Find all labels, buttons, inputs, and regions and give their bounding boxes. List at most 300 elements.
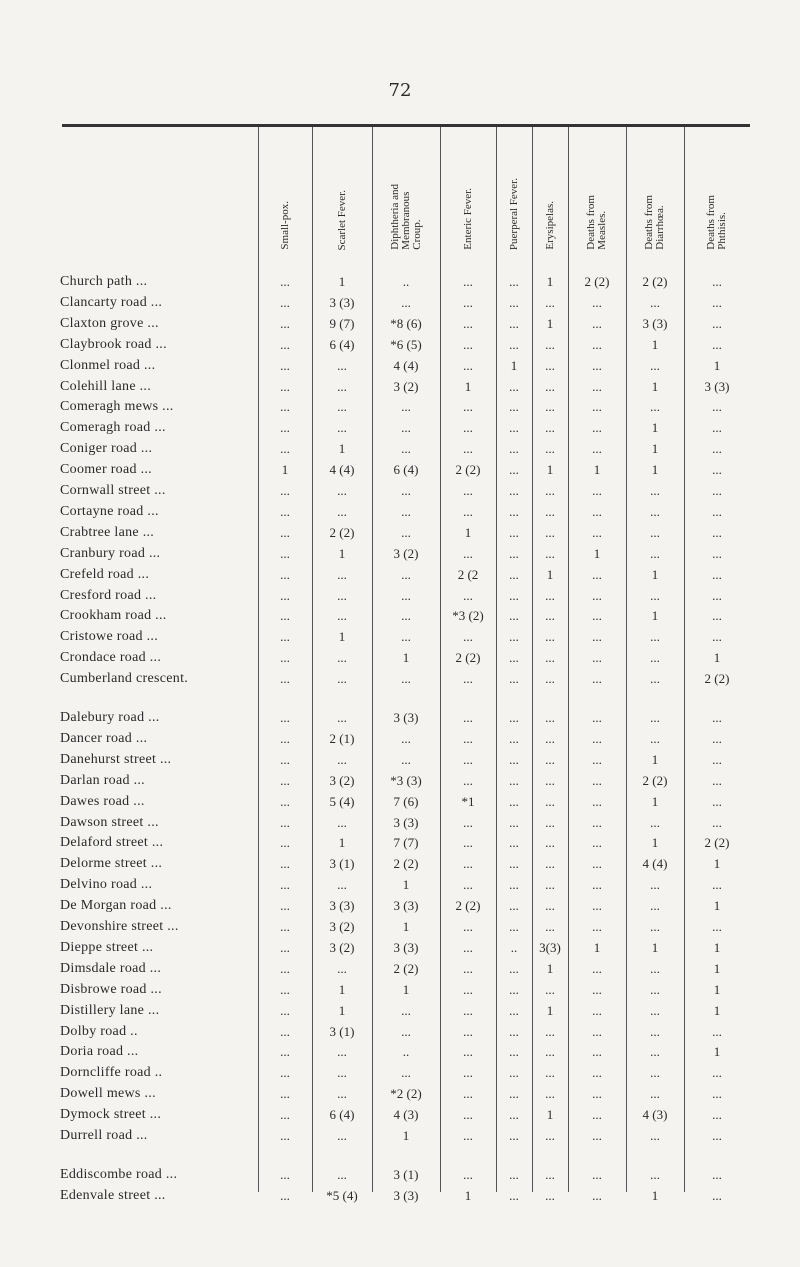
table-cell: ... bbox=[650, 1128, 660, 1143]
table-cell: ... bbox=[280, 1002, 290, 1018]
table-cell: ... bbox=[509, 960, 519, 976]
table-cell: 1 bbox=[713, 650, 721, 666]
table-cell: ... bbox=[712, 1023, 722, 1039]
table-cell: ... bbox=[509, 378, 519, 394]
table-cell: 4 (4) bbox=[642, 856, 668, 872]
table-row bbox=[0, 1126, 800, 1146]
table-row bbox=[0, 750, 800, 770]
table-cell: ... bbox=[509, 772, 519, 788]
table-cell: ... bbox=[545, 1065, 555, 1081]
table-cell: ... bbox=[712, 524, 722, 540]
table-cell: ... bbox=[650, 814, 660, 830]
table-cell: 3 (3) bbox=[393, 814, 419, 830]
table-cell: ... bbox=[337, 357, 347, 373]
street-name: Claybrook road ... bbox=[60, 336, 167, 352]
table-cell: 1 bbox=[546, 566, 554, 582]
table-cell: .. bbox=[402, 274, 410, 289]
table-cell: ... bbox=[712, 294, 722, 310]
table-cell: 1 bbox=[713, 1044, 721, 1060]
table-cell: ... bbox=[401, 441, 411, 457]
table-cell: 1 bbox=[402, 919, 410, 934]
table-row bbox=[0, 854, 800, 874]
table-cell: 1 bbox=[546, 274, 554, 289]
table-row bbox=[0, 896, 800, 916]
street-name: Cristowe road ... bbox=[60, 629, 159, 645]
table-row bbox=[0, 708, 800, 728]
table-row bbox=[0, 356, 800, 376]
table-cell: ... bbox=[280, 566, 290, 582]
table-cell: ... bbox=[592, 566, 602, 582]
table-cell: ... bbox=[650, 671, 660, 687]
table-cell: ... bbox=[650, 730, 660, 746]
street-name: Dowell mews ... bbox=[60, 1086, 156, 1102]
table-cell: ... bbox=[712, 1086, 722, 1102]
street-name: Clonmel road ... bbox=[60, 357, 156, 373]
table-cell: ... bbox=[712, 1166, 722, 1182]
table-cell: 2 (2) bbox=[584, 274, 610, 289]
table-row bbox=[0, 1001, 800, 1021]
column-header bbox=[312, 130, 372, 250]
table-cell: ... bbox=[337, 399, 347, 415]
table-cell: ... bbox=[545, 441, 555, 457]
table-cell: ... bbox=[280, 650, 290, 666]
column-header bbox=[440, 130, 496, 250]
street-name: Cumberland crescent. bbox=[60, 671, 189, 687]
table-cell: 1 bbox=[402, 981, 410, 997]
column-header bbox=[684, 130, 750, 250]
table-cell: ... bbox=[401, 524, 411, 540]
table-cell: ... bbox=[650, 898, 660, 914]
table-cell: ... bbox=[650, 1044, 660, 1060]
street-name: Devonshire street ... bbox=[60, 919, 179, 934]
table-cell: 5 (4) bbox=[329, 793, 355, 809]
table-cell: ... bbox=[592, 960, 602, 976]
table-row bbox=[0, 813, 800, 833]
table-cell: ... bbox=[509, 399, 519, 415]
table-cell: ... bbox=[509, 294, 519, 310]
table-cell: ... bbox=[712, 315, 722, 331]
table-cell: ... bbox=[592, 835, 602, 851]
table-cell: 4 (4) bbox=[329, 462, 355, 478]
table-cell: ... bbox=[337, 1166, 347, 1182]
street-name: De Morgan road ... bbox=[60, 898, 172, 914]
table-cell: ... bbox=[463, 671, 473, 687]
street-name: Dawes road ... bbox=[60, 793, 145, 809]
table-cell: 1 bbox=[464, 378, 472, 394]
table-cell: 2 (2) bbox=[393, 960, 419, 976]
table-cell: ... bbox=[509, 919, 519, 934]
table-cell: ... bbox=[280, 960, 290, 976]
table-cell: ... bbox=[712, 545, 722, 561]
table-cell: ... bbox=[280, 483, 290, 498]
table-cell: ... bbox=[509, 524, 519, 540]
column-header-label: Small-pox. bbox=[278, 201, 291, 250]
table-cell: ... bbox=[650, 981, 660, 997]
table-cell: 1 bbox=[338, 441, 346, 457]
table-cell: ... bbox=[592, 294, 602, 310]
table-cell: ... bbox=[401, 587, 411, 603]
table-cell: ... bbox=[712, 919, 722, 934]
table-cell: ... bbox=[463, 587, 473, 603]
table-cell: ... bbox=[545, 835, 555, 851]
table-cell: 3 (2) bbox=[329, 919, 355, 934]
table-cell: ... bbox=[712, 483, 722, 498]
table-row bbox=[0, 586, 800, 606]
table-row bbox=[0, 917, 800, 937]
table-cell: ... bbox=[280, 981, 290, 997]
table-cell: ... bbox=[592, 1023, 602, 1039]
table-row bbox=[0, 377, 800, 397]
table-cell: ... bbox=[463, 710, 473, 725]
table-cell: ... bbox=[280, 420, 290, 436]
table-cell: 1 bbox=[651, 420, 659, 436]
table-cell: 4 (4) bbox=[393, 357, 419, 373]
column-header bbox=[626, 130, 684, 250]
table-cell: ... bbox=[712, 587, 722, 603]
table-cell: ... bbox=[337, 503, 347, 519]
table-cell: ... bbox=[463, 1044, 473, 1060]
table-cell: ... bbox=[712, 793, 722, 809]
table-cell: ... bbox=[509, 420, 519, 436]
table-cell: ... bbox=[712, 399, 722, 415]
table-cell: ... bbox=[337, 877, 347, 893]
table-cell: 1 bbox=[713, 898, 721, 914]
table-cell: 1 bbox=[338, 629, 346, 645]
table-cell: ... bbox=[280, 1023, 290, 1039]
table-cell: ... bbox=[280, 1065, 290, 1081]
table-cell: ... bbox=[401, 730, 411, 746]
table-row bbox=[0, 1042, 800, 1062]
table-cell: ... bbox=[280, 856, 290, 872]
table-cell: ... bbox=[592, 751, 602, 767]
table-cell: ... bbox=[337, 1086, 347, 1102]
table-row bbox=[0, 959, 800, 979]
table-cell: ... bbox=[509, 1107, 519, 1123]
table-cell: 1 bbox=[338, 835, 346, 851]
table-cell: ... bbox=[592, 772, 602, 788]
table-cell: ... bbox=[650, 1023, 660, 1039]
street-name: Dimsdale road ... bbox=[60, 960, 162, 976]
table-cell: *3 (2) bbox=[452, 608, 484, 624]
table-cell: ... bbox=[650, 587, 660, 603]
table-cell: ... bbox=[592, 1086, 602, 1102]
table-cell: ... bbox=[463, 981, 473, 997]
table-row bbox=[0, 606, 800, 626]
top-rule bbox=[62, 124, 750, 127]
table-cell: ... bbox=[650, 919, 660, 934]
table-cell: ... bbox=[280, 336, 290, 352]
table-cell: 2 (2 bbox=[457, 566, 479, 582]
table-cell: ... bbox=[545, 877, 555, 893]
table-cell: *3 (3) bbox=[390, 772, 422, 788]
table-cell: ... bbox=[337, 1044, 347, 1060]
table-cell: ... bbox=[545, 545, 555, 561]
table-cell: ... bbox=[463, 399, 473, 415]
table-cell: ... bbox=[545, 629, 555, 645]
street-name: Clancarty road ... bbox=[60, 294, 163, 310]
table-cell: ... bbox=[463, 1128, 473, 1143]
street-name: Delaford street ... bbox=[60, 835, 164, 851]
table-cell: 3 (2) bbox=[393, 545, 419, 561]
table-cell: ... bbox=[280, 1128, 290, 1143]
column-header-label: Enteric Fever. bbox=[461, 188, 474, 250]
table-cell: ... bbox=[545, 524, 555, 540]
table-cell: ... bbox=[401, 629, 411, 645]
table-cell: ... bbox=[280, 378, 290, 394]
table-cell: ... bbox=[592, 503, 602, 519]
table-cell: 1 bbox=[651, 793, 659, 809]
table-cell: ... bbox=[592, 483, 602, 498]
table-cell: ... bbox=[545, 587, 555, 603]
table-cell: 3 (3) bbox=[329, 898, 355, 914]
table-cell: ... bbox=[337, 1128, 347, 1143]
table-cell: 1 bbox=[651, 835, 659, 851]
street-name: Edenvale street ... bbox=[60, 1187, 166, 1203]
column-header-label: Scarlet Fever. bbox=[335, 189, 348, 250]
table-cell: ... bbox=[650, 483, 660, 498]
table-cell: ... bbox=[545, 1044, 555, 1060]
table-cell: 3 (1) bbox=[393, 1166, 419, 1182]
table-cell: 2 (1) bbox=[329, 730, 355, 746]
table-cell: 1 bbox=[593, 545, 601, 561]
table-cell: ... bbox=[280, 399, 290, 415]
table-cell: ... bbox=[592, 793, 602, 809]
table-cell: ... bbox=[712, 503, 722, 519]
street-name: Church path ... bbox=[60, 274, 148, 289]
street-name: Coniger road ... bbox=[60, 441, 153, 457]
table-cell: ... bbox=[712, 1107, 722, 1123]
table-cell: 1 bbox=[593, 939, 601, 955]
street-name: Doria road ... bbox=[60, 1044, 139, 1060]
table-cell: ... bbox=[592, 1044, 602, 1060]
table-cell: ... bbox=[592, 1187, 602, 1203]
street-name: Crookham road ... bbox=[60, 608, 167, 624]
table-cell: ... bbox=[280, 898, 290, 914]
table-cell: ... bbox=[545, 730, 555, 746]
table-cell: ... bbox=[509, 1086, 519, 1102]
street-name: Dancer road ... bbox=[60, 730, 148, 746]
table-cell: ... bbox=[280, 629, 290, 645]
table-cell: ... bbox=[463, 420, 473, 436]
table-cell: 1 bbox=[338, 545, 346, 561]
table-cell: ... bbox=[545, 1086, 555, 1102]
street-name: Dieppe street ... bbox=[60, 939, 154, 955]
table-cell: ... bbox=[545, 357, 555, 373]
table-cell: ... bbox=[509, 710, 519, 725]
table-cell: ... bbox=[592, 315, 602, 331]
table-cell: ... bbox=[545, 336, 555, 352]
table-cell: ... bbox=[545, 1023, 555, 1039]
table-cell: 1 bbox=[338, 274, 346, 289]
table-cell: ... bbox=[401, 420, 411, 436]
table-cell: ... bbox=[509, 608, 519, 624]
table-cell: ... bbox=[545, 751, 555, 767]
table-cell: ... bbox=[463, 730, 473, 746]
table-cell: ... bbox=[509, 671, 519, 687]
table-cell: ... bbox=[592, 730, 602, 746]
table-cell: ... bbox=[592, 856, 602, 872]
table-cell: ... bbox=[280, 587, 290, 603]
table-cell: ... bbox=[650, 294, 660, 310]
column-header-label: Puerperal Fever. bbox=[507, 177, 520, 250]
table-cell: ... bbox=[280, 1086, 290, 1102]
table-cell: 7 (6) bbox=[393, 793, 419, 809]
street-name: Distillery lane ... bbox=[60, 1002, 160, 1018]
table-cell: ... bbox=[545, 856, 555, 872]
table-cell: ... bbox=[463, 357, 473, 373]
table-cell: 1 bbox=[281, 462, 289, 478]
table-cell: 4 (3) bbox=[393, 1107, 419, 1123]
street-name: Dolby road .. bbox=[60, 1023, 138, 1039]
table-cell: ... bbox=[509, 336, 519, 352]
table-cell: ... bbox=[545, 772, 555, 788]
table-cell: ... bbox=[509, 856, 519, 872]
table-cell: 2 (2) bbox=[393, 856, 419, 872]
table-cell: ... bbox=[650, 877, 660, 893]
table-cell: ... bbox=[509, 1128, 519, 1143]
table-cell: ... bbox=[280, 835, 290, 851]
column-header-label: Deaths from Phthisis. bbox=[705, 195, 728, 250]
table-cell: ... bbox=[509, 587, 519, 603]
table-cell: ... bbox=[463, 483, 473, 498]
table-cell: ... bbox=[463, 1023, 473, 1039]
table-cell: ... bbox=[592, 1166, 602, 1182]
table-cell: ... bbox=[650, 1065, 660, 1081]
table-cell: ... bbox=[463, 772, 473, 788]
table-cell: ... bbox=[545, 650, 555, 666]
table-cell: 3 (3) bbox=[393, 1187, 419, 1203]
table-cell: ... bbox=[463, 1002, 473, 1018]
table-row bbox=[0, 729, 800, 749]
table-cell: ... bbox=[463, 1107, 473, 1123]
table-cell: 2 (2) bbox=[455, 462, 481, 478]
table-cell: ... bbox=[545, 294, 555, 310]
table-cell: ... bbox=[337, 566, 347, 582]
table-cell: 1 bbox=[713, 939, 721, 955]
table-cell: ... bbox=[401, 1023, 411, 1039]
table-cell: 1 bbox=[651, 462, 659, 478]
table-cell: ... bbox=[401, 608, 411, 624]
table-cell: ... bbox=[401, 751, 411, 767]
table-cell: ... bbox=[545, 981, 555, 997]
table-cell: ... bbox=[592, 357, 602, 373]
table-cell: ... bbox=[401, 671, 411, 687]
table-cell: ... bbox=[712, 877, 722, 893]
column-header bbox=[372, 130, 440, 250]
table-cell: ... bbox=[712, 629, 722, 645]
table-cell: 3 (3) bbox=[393, 898, 419, 914]
street-name: Danehurst street ... bbox=[60, 751, 172, 767]
table-cell: ... bbox=[280, 877, 290, 893]
table-cell: ... bbox=[280, 1044, 290, 1060]
table-cell: ... bbox=[401, 503, 411, 519]
table-cell: ... bbox=[650, 710, 660, 725]
table-cell: ... bbox=[592, 441, 602, 457]
table-cell: ... bbox=[592, 814, 602, 830]
table-cell: ... bbox=[509, 898, 519, 914]
table-cell: ... bbox=[509, 814, 519, 830]
table-cell: ... bbox=[650, 1166, 660, 1182]
table-cell: ... bbox=[545, 608, 555, 624]
table-row bbox=[0, 1165, 800, 1185]
table-cell: ... bbox=[592, 1107, 602, 1123]
column-header bbox=[568, 130, 626, 250]
table-cell: ... bbox=[712, 420, 722, 436]
table-cell: ... bbox=[712, 1128, 722, 1143]
table-cell: 1 bbox=[402, 877, 410, 893]
table-cell: ... bbox=[545, 1128, 555, 1143]
table-cell: ... bbox=[712, 462, 722, 478]
table-cell: ... bbox=[280, 793, 290, 809]
table-cell: ... bbox=[463, 814, 473, 830]
table-cell: ... bbox=[463, 1065, 473, 1081]
table-cell: ... bbox=[592, 1065, 602, 1081]
table-cell: ... bbox=[712, 566, 722, 582]
street-name: Colehill lane ... bbox=[60, 378, 152, 394]
street-name: Comeragh mews ... bbox=[60, 399, 174, 415]
table-cell: ... bbox=[545, 503, 555, 519]
table-cell: ... bbox=[509, 274, 519, 289]
table-row bbox=[0, 980, 800, 1000]
table-cell: ... bbox=[337, 587, 347, 603]
table-cell: *5 (4) bbox=[326, 1187, 358, 1203]
table-cell: ... bbox=[280, 751, 290, 767]
table-cell: ... bbox=[712, 751, 722, 767]
table-cell: ... bbox=[592, 671, 602, 687]
table-cell: ... bbox=[401, 294, 411, 310]
table-cell: 3 (2) bbox=[329, 939, 355, 955]
street-name: Delvino road ... bbox=[60, 877, 153, 893]
table-cell: 3 (2) bbox=[393, 378, 419, 394]
table-row bbox=[0, 1186, 800, 1206]
street-name: Eddiscombe road ... bbox=[60, 1166, 178, 1182]
table-row bbox=[0, 771, 800, 791]
table-cell: ... bbox=[592, 1128, 602, 1143]
street-name: Cranbury road ... bbox=[60, 545, 161, 561]
table-cell: ... bbox=[509, 1044, 519, 1060]
table-cell: ... bbox=[545, 898, 555, 914]
table-cell: ... bbox=[712, 730, 722, 746]
table-cell: ... bbox=[592, 420, 602, 436]
table-cell: ... bbox=[509, 462, 519, 478]
table-cell: ... bbox=[509, 315, 519, 331]
table-cell: ... bbox=[463, 835, 473, 851]
table-row bbox=[0, 792, 800, 812]
table-cell: 1 bbox=[713, 1002, 721, 1018]
table-cell: ... bbox=[337, 671, 347, 687]
table-cell: ... bbox=[650, 1002, 660, 1018]
table-cell: ... bbox=[650, 1086, 660, 1102]
table-cell: ... bbox=[337, 650, 347, 666]
table-cell: ... bbox=[463, 939, 473, 955]
table-cell: 3 (3) bbox=[704, 378, 730, 394]
table-cell: ... bbox=[337, 483, 347, 498]
table-cell: ... bbox=[712, 1187, 722, 1203]
table-cell: ... bbox=[463, 960, 473, 976]
table-cell: ... bbox=[337, 420, 347, 436]
table-cell: ... bbox=[712, 710, 722, 725]
street-name: Crabtree lane ... bbox=[60, 524, 155, 540]
table-cell: ... bbox=[592, 981, 602, 997]
table-cell: 1 bbox=[546, 960, 554, 976]
table-row bbox=[0, 293, 800, 313]
table-cell: ... bbox=[463, 751, 473, 767]
table-cell: ... bbox=[545, 793, 555, 809]
table-cell: ... bbox=[401, 1002, 411, 1018]
table-cell: 1 bbox=[464, 524, 472, 540]
table-cell: ... bbox=[280, 1166, 290, 1182]
table-cell: 4 (3) bbox=[642, 1107, 668, 1123]
